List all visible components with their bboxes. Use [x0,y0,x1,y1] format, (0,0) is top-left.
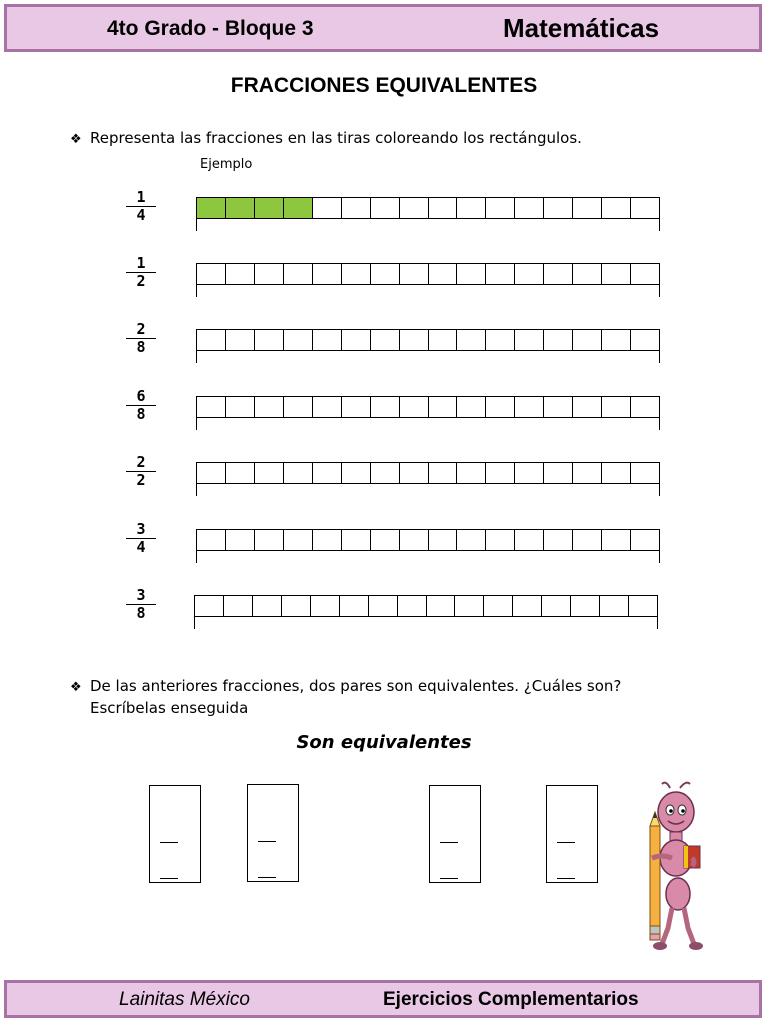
strip-cell[interactable] [342,198,371,218]
strip-bracket [194,617,658,629]
strip-cell[interactable] [457,330,486,350]
fraction-label [126,322,156,355]
strip-cell[interactable] [313,264,342,284]
strip-cell[interactable] [400,397,429,417]
strip-cell[interactable] [195,596,224,616]
strip-cell[interactable] [284,264,313,284]
strip-cell[interactable] [284,198,313,218]
strip-cell[interactable] [513,596,542,616]
strip-cell[interactable] [284,530,313,550]
strip-cell[interactable] [515,530,544,550]
answer-box[interactable] [149,785,201,883]
strip-cell[interactable] [457,463,486,483]
fraction-denominator: 4 [126,538,156,555]
example-label: Ejemplo [200,157,253,172]
strip-cell[interactable] [602,463,631,483]
footer-series-title: Ejercicios Complementarios [383,989,639,1010]
strip-cell[interactable] [429,264,458,284]
strip-cell[interactable] [602,264,631,284]
strip-cell[interactable] [600,596,629,616]
strip-cell[interactable] [573,330,602,350]
strip-cell[interactable] [631,397,659,417]
strip-cell[interactable] [515,397,544,417]
strip-cell[interactable] [255,264,284,284]
strip-cell[interactable] [313,397,342,417]
strip-cell[interactable] [631,264,659,284]
strip-cell[interactable] [282,596,311,616]
strip-cell[interactable] [573,530,602,550]
strip-cell[interactable] [224,596,253,616]
strip-cell[interactable] [544,463,573,483]
strip-cell[interactable] [602,330,631,350]
strip-cell[interactable] [342,530,371,550]
strip-cell[interactable] [284,463,313,483]
strip-cell[interactable] [486,264,515,284]
strip-cell[interactable] [544,397,573,417]
strip-cell[interactable] [400,198,429,218]
footer-band [4,980,762,1018]
strip-cell[interactable] [342,330,371,350]
strip-cell[interactable] [427,596,456,616]
fraction-numerator: 3 [136,520,146,538]
strip-cell[interactable] [515,264,544,284]
strip-cell[interactable] [515,198,544,218]
header-band [4,4,762,52]
diamond-bullet-icon: ❖ [70,680,82,695]
strip-cell[interactable] [400,264,429,284]
strip-cell[interactable] [515,330,544,350]
strip-bracket [196,551,660,563]
diamond-bullet-icon: ❖ [70,132,82,147]
strip-cell[interactable] [226,463,255,483]
fraction-strip [196,197,660,231]
strip-cell[interactable] [313,198,342,218]
strip-cell[interactable] [429,397,458,417]
strip-cell[interactable] [197,463,226,483]
fraction-answer-line [557,878,575,879]
fraction-strip [196,462,660,496]
fraction-denominator: 2 [126,272,156,289]
strip-cell[interactable] [602,397,631,417]
instruction-text-line1: De las anteriores fracciones, dos pares son equivalentes. ¿Cuáles son? [90,677,622,695]
strip-cell[interactable] [313,463,342,483]
strip-cell[interactable] [313,330,342,350]
strip-cell[interactable] [226,530,255,550]
strip-cell[interactable] [602,530,631,550]
fraction-numerator: 1 [136,188,146,206]
strip-cell[interactable] [255,330,284,350]
fraction-label [126,588,156,621]
strip-cell[interactable] [486,530,515,550]
strip-cell[interactable] [371,530,400,550]
strip-cell[interactable] [371,330,400,350]
fraction-numerator: 3 [136,586,146,604]
strip-cell[interactable] [573,264,602,284]
strip-cell[interactable] [255,530,284,550]
fraction-strip [196,396,660,430]
fraction-answer-line [258,841,276,842]
answer-box[interactable] [429,785,481,883]
strip-cell[interactable] [457,198,486,218]
fraction-strip [194,595,658,629]
subject-label: Matemáticas [503,13,660,43]
instruction-text: Representa las fracciones en las tiras coloreando los rectángulos. [90,129,582,147]
strip-bracket [196,484,660,496]
fraction-answer-line [160,842,178,843]
fraction-answer-line [160,878,178,879]
strip-cell[interactable] [400,530,429,550]
strip-cell[interactable] [573,463,602,483]
strip-cell[interactable] [486,198,515,218]
strip-cell[interactable] [255,463,284,483]
strip-cell[interactable] [371,264,400,284]
strip-cell[interactable] [226,397,255,417]
strip-cell[interactable] [429,530,458,550]
strip-cell[interactable] [197,264,226,284]
strip-cell[interactable] [429,198,458,218]
fraction-denominator: 8 [126,405,156,422]
strip-cell[interactable] [573,198,602,218]
answer-section-title: Son equivalentes [296,732,472,753]
page-title: FRACCIONES EQUIVALENTES [230,74,538,97]
fraction-strip [196,329,660,363]
strip-cell[interactable] [457,264,486,284]
fraction-denominator: 8 [126,338,156,355]
strip-cell[interactable] [573,397,602,417]
strip-cell[interactable] [631,330,659,350]
fraction-answer-line [440,842,458,843]
fraction-numerator: 6 [136,387,146,405]
fraction-answer-line [440,878,458,879]
strip-cell[interactable] [542,596,571,616]
strip-cell[interactable] [484,596,513,616]
instruction-represent [70,128,582,150]
fraction-denominator: 8 [126,604,156,621]
strip-bracket [196,351,660,363]
strip-cell[interactable] [255,198,284,218]
strip-cell[interactable] [197,198,226,218]
strip-cell[interactable] [571,596,600,616]
strip-cell[interactable] [226,330,255,350]
strip-cell[interactable] [369,596,398,616]
strip-bracket [196,418,660,430]
fraction-numerator: 1 [136,254,146,272]
fraction-label [126,522,156,555]
strip-cell[interactable] [515,463,544,483]
strip-cell[interactable] [457,397,486,417]
instruction-text-line2: Escríbelas enseguida [90,699,249,717]
strip-cell[interactable] [544,264,573,284]
fraction-strip [196,529,660,563]
strip-cell[interactable] [197,330,226,350]
strip-cell[interactable] [398,596,427,616]
grade-block-label: 4to Grado - Bloque 3 [107,17,314,40]
fraction-answer-line [258,877,276,878]
strip-cell[interactable] [342,397,371,417]
strip-cell[interactable] [486,397,515,417]
strip-cell[interactable] [400,330,429,350]
strip-cell[interactable] [486,463,515,483]
fraction-answer-line [557,842,575,843]
strip-cell[interactable] [342,463,371,483]
strip-cell[interactable] [311,596,340,616]
strip-bracket [196,285,660,297]
strip-cell[interactable] [284,397,313,417]
fraction-denominator: 4 [126,206,156,223]
strip-cell[interactable] [429,330,458,350]
strip-cell[interactable] [313,530,342,550]
fraction-label [126,389,156,422]
strip-cell[interactable] [455,596,484,616]
strip-cell[interactable] [457,530,486,550]
strip-cell[interactable] [197,530,226,550]
answer-box[interactable] [546,785,598,883]
strip-cell[interactable] [400,463,429,483]
fraction-label [126,190,156,223]
strip-cell[interactable] [226,198,255,218]
fraction-denominator: 2 [126,471,156,488]
strip-cell[interactable] [429,463,458,483]
strip-cell[interactable] [631,463,659,483]
strip-cell[interactable] [486,330,515,350]
strip-cell[interactable] [371,198,400,218]
instruction-equivalents [70,676,621,719]
strip-bracket [196,219,660,231]
strip-cell[interactable] [371,463,400,483]
strip-cell[interactable] [631,198,659,218]
strip-cell[interactable] [342,264,371,284]
strip-cell[interactable] [602,198,631,218]
ant-with-pencil-icon [632,778,712,953]
fraction-strip [196,263,660,297]
fraction-numerator: 2 [136,453,146,471]
strip-cell[interactable] [631,530,659,550]
fraction-label [126,455,156,488]
strip-cell[interactable] [544,198,573,218]
footer-publisher: Lainitas México [119,989,250,1010]
strip-cell[interactable] [226,264,255,284]
strip-cell[interactable] [284,330,313,350]
strip-cell[interactable] [197,397,226,417]
fraction-numerator: 2 [136,320,146,338]
fraction-label [126,256,156,289]
strip-cell[interactable] [255,397,284,417]
strip-cell[interactable] [629,596,657,616]
strip-cell[interactable] [253,596,282,616]
strip-cell[interactable] [340,596,369,616]
answer-box[interactable] [247,784,299,882]
strip-cell[interactable] [544,530,573,550]
strip-cell[interactable] [371,397,400,417]
strip-cell[interactable] [544,330,573,350]
